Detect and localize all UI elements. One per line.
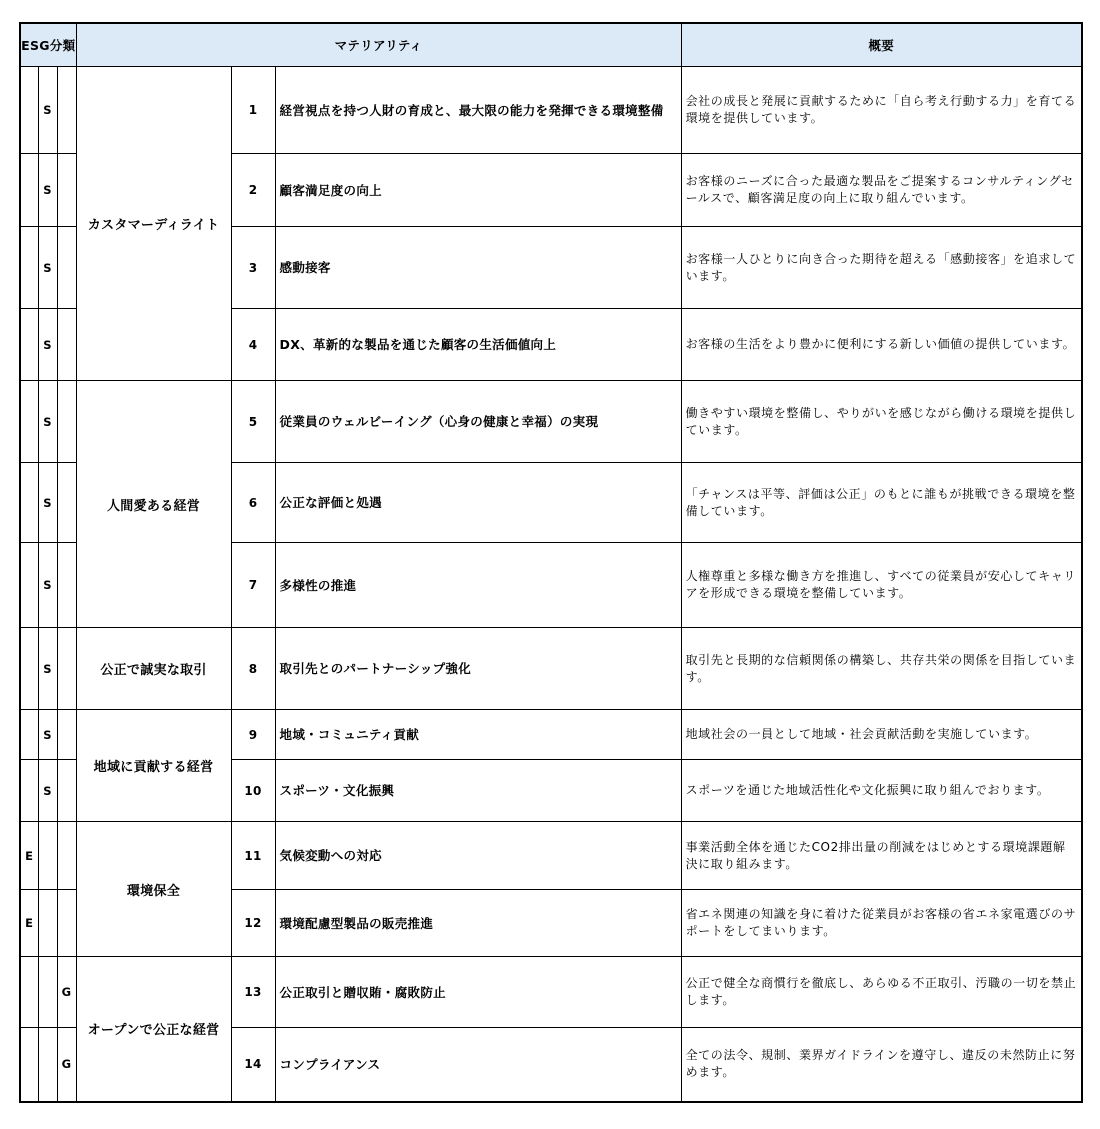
esg-s — [38, 1028, 57, 1102]
materiality-title: コンプライアンス — [275, 1028, 681, 1102]
esg-e — [20, 463, 38, 543]
materiality-title: 経営視点を持つ人財の育成と、最大限の能力を発揮できる環境整備 — [275, 67, 681, 154]
esg-g — [57, 67, 76, 154]
esg-s: S — [38, 543, 57, 628]
esg-e — [20, 67, 38, 154]
esg-g — [57, 381, 76, 463]
materiality-table — [19, 22, 1083, 1103]
materiality-title: 多様性の推進 — [275, 543, 681, 628]
materiality-title: 地域・コミュニティ貢献 — [275, 710, 681, 760]
category-environment: 環境保全 — [76, 822, 231, 957]
table-row — [20, 67, 1082, 154]
table-row — [20, 381, 1082, 463]
esg-g — [57, 628, 76, 710]
summary-text: 全ての法令、規制、業界ガイドラインを遵守し、違反の未然防止に努めます。 — [681, 1028, 1082, 1102]
esg-g — [57, 463, 76, 543]
summary-text: 人権尊重と多様な働き方を推進し、すべての従業員が安心してキャリアを形成できる環境を整備しています。 — [681, 543, 1082, 628]
esg-g — [57, 760, 76, 822]
table-row — [20, 628, 1082, 710]
category-open-governance: オープンで公正な経営 — [76, 957, 231, 1102]
row-number: 14 — [231, 1028, 275, 1102]
esg-s — [38, 890, 57, 957]
esg-g — [57, 543, 76, 628]
esg-s: S — [38, 381, 57, 463]
materiality-title: DX、革新的な製品を通じた顧客の生活価値向上 — [275, 309, 681, 381]
materiality-title: スポーツ・文化振興 — [275, 760, 681, 822]
category-customer-delight: カスタマーディライト — [76, 67, 231, 381]
row-number: 2 — [231, 154, 275, 227]
header-row — [20, 23, 1082, 67]
materiality-title: 公正な評価と処遇 — [275, 463, 681, 543]
esg-g — [57, 227, 76, 309]
row-number: 10 — [231, 760, 275, 822]
esg-e — [20, 543, 38, 628]
esg-header: ESG分類 — [20, 23, 76, 67]
materiality-title: 従業員のウェルビーイング（心身の健康と幸福）の実現 — [275, 381, 681, 463]
row-number: 8 — [231, 628, 275, 710]
summary-text: 事業活動全体を通じたCO2排出量の削減をはじめとする環境課題解決に取り組みます。 — [681, 822, 1082, 890]
row-number: 3 — [231, 227, 275, 309]
summary-text: お客様の生活をより豊かに便利にする新しい価値の提供しています。 — [681, 309, 1082, 381]
row-number: 1 — [231, 67, 275, 154]
row-number: 13 — [231, 957, 275, 1028]
esg-g — [57, 710, 76, 760]
esg-e — [20, 381, 38, 463]
category-humane-management: 人間愛ある経営 — [76, 381, 231, 628]
esg-s: S — [38, 67, 57, 154]
esg-e: E — [20, 890, 38, 957]
summary-text: 省エネ関連の知識を身に着けた従業員がお客様の省エネ家電選びのサポートをしてまいります。 — [681, 890, 1082, 957]
esg-s: S — [38, 760, 57, 822]
esg-e — [20, 760, 38, 822]
summary-text: 公正で健全な商慣行を徹底し、あらゆる不正取引、汚職の一切を禁止します。 — [681, 957, 1082, 1028]
esg-e — [20, 710, 38, 760]
esg-g — [57, 890, 76, 957]
row-number: 11 — [231, 822, 275, 890]
summary-text: スポーツを通じた地域活性化や文化振興に取り組んでおります。 — [681, 760, 1082, 822]
materiality-title: 環境配慮型製品の販売推進 — [275, 890, 681, 957]
esg-e — [20, 957, 38, 1028]
row-number: 5 — [231, 381, 275, 463]
table-row — [20, 957, 1082, 1028]
summary-text: 働きやすい環境を整備し、やりがいを感じながら働ける環境を提供しています。 — [681, 381, 1082, 463]
esg-s: S — [38, 309, 57, 381]
row-number: 6 — [231, 463, 275, 543]
esg-e — [20, 227, 38, 309]
esg-e — [20, 154, 38, 227]
materiality-title: 取引先とのパートナーシップ強化 — [275, 628, 681, 710]
table-row — [20, 710, 1082, 760]
row-number: 12 — [231, 890, 275, 957]
esg-e: E — [20, 822, 38, 890]
summary-text: お客様一人ひとりに向き合った期待を超える「感動接客」を追求しています。 — [681, 227, 1082, 309]
materiality-title: 気候変動への対応 — [275, 822, 681, 890]
esg-s: S — [38, 154, 57, 227]
esg-e — [20, 628, 38, 710]
esg-s: S — [38, 628, 57, 710]
esg-s: S — [38, 227, 57, 309]
esg-s: S — [38, 710, 57, 760]
esg-g — [57, 822, 76, 890]
materiality-title: 感動接客 — [275, 227, 681, 309]
summary-text: お客様のニーズに合った最適な製品をご提案するコンサルティングセールスで、顧客満足度の向上に取り組んでいます。 — [681, 154, 1082, 227]
table-row — [20, 822, 1082, 890]
esg-s: S — [38, 463, 57, 543]
materiality-header: マテリアリティ — [76, 23, 681, 67]
row-number: 4 — [231, 309, 275, 381]
summary-text: 地域社会の一員として地域・社会貢献活動を実施しています。 — [681, 710, 1082, 760]
esg-s — [38, 957, 57, 1028]
esg-e — [20, 1028, 38, 1102]
category-community: 地域に貢献する経営 — [76, 710, 231, 822]
esg-s — [38, 822, 57, 890]
esg-g: G — [57, 957, 76, 1028]
esg-g: G — [57, 1028, 76, 1102]
row-number: 9 — [231, 710, 275, 760]
summary-header: 概要 — [681, 23, 1082, 67]
summary-text: 会社の成長と発展に貢献するために「自ら考え行動する力」を育てる環境を提供しています。 — [681, 67, 1082, 154]
summary-text: 「チャンスは平等、評価は公正」のもとに誰もが挑戦できる環境を整備しています。 — [681, 463, 1082, 543]
esg-g — [57, 309, 76, 381]
materiality-title: 公正取引と贈収賄・腐敗防止 — [275, 957, 681, 1028]
materiality-title: 顧客満足度の向上 — [275, 154, 681, 227]
row-number: 7 — [231, 543, 275, 628]
category-fair-trade: 公正で誠実な取引 — [76, 628, 231, 710]
esg-e — [20, 309, 38, 381]
summary-text: 取引先と長期的な信頼関係の構築し、共存共栄の関係を目指しています。 — [681, 628, 1082, 710]
esg-g — [57, 154, 76, 227]
